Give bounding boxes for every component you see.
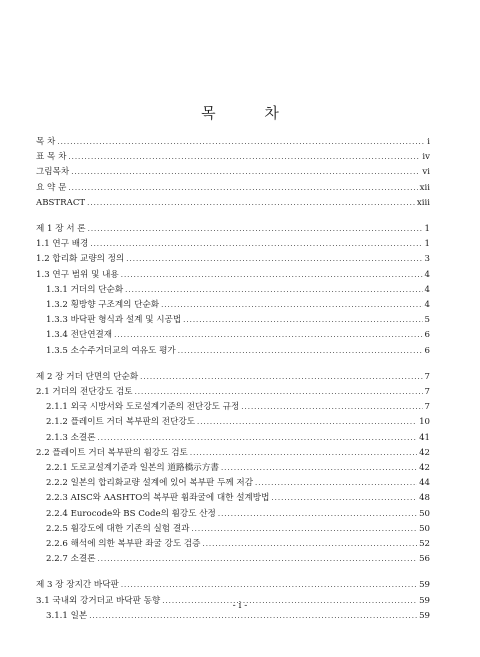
- toc-entry-page: iv: [422, 152, 430, 163]
- toc-entry-front-matter[interactable]: [36, 180, 430, 196]
- leader-dots: [183, 312, 422, 328]
- toc-entry-page: 7: [424, 387, 430, 397]
- toc-entry-page: 56: [419, 554, 430, 565]
- toc-entry-label: 제 3 장 장지간 바닥판: [36, 580, 119, 591]
- toc-entry-page: 41: [419, 432, 430, 443]
- toc-entry-label: 1.2 합리화 교량의 정의: [36, 254, 125, 265]
- toc-entry-front-matter[interactable]: [36, 134, 430, 150]
- toc-entry-front-matter[interactable]: [36, 149, 430, 165]
- leader-dots: [221, 460, 417, 476]
- page-number-footer: - i -: [232, 601, 248, 611]
- leader-dots: [68, 180, 417, 196]
- leader-dots: [191, 521, 417, 537]
- toc-entry-label: 2.2.4 Eurocode와 BS Code의 휨강도 산정: [46, 508, 216, 519]
- toc-entry-front-matter[interactable]: [36, 195, 430, 211]
- toc-entry-label: 2.2.6 해석에 의한 복부판 좌굴 강도 검증: [46, 539, 201, 549]
- toc-entry-page: 50: [419, 523, 430, 534]
- toc-entry-label: 제 2 장 거더 단면의 단순화: [36, 371, 139, 382]
- leader-dots: [255, 475, 417, 491]
- toc-entry-label: ABSTRACT: [36, 197, 86, 208]
- leader-dots: [202, 536, 417, 552]
- toc-entry-chapter[interactable]: [36, 369, 430, 385]
- leader-dots: [57, 134, 425, 150]
- page-title: 목 차: [201, 104, 301, 122]
- leader-dots: [98, 430, 418, 446]
- leader-dots: [90, 236, 422, 252]
- toc-entry-page: 10: [419, 417, 430, 428]
- toc-entry-subsection[interactable]: [36, 297, 430, 313]
- toc-entry-label: 1.1 연구 배경: [36, 239, 89, 250]
- toc-entry-label: 2.2.7 소결론: [46, 554, 96, 565]
- toc-entry-page: 59: [419, 595, 430, 606]
- toc-entry-subsection[interactable]: [36, 343, 430, 359]
- toc-entry-page: 59: [419, 580, 430, 591]
- leader-dots: [88, 221, 423, 237]
- leader-dots: [241, 399, 422, 415]
- toc-entry-page: xii: [419, 182, 430, 193]
- toc-entry-label: 요 약 문: [36, 182, 67, 193]
- toc-entry-label: 1.3.2 횡방향 구조계의 단순화: [46, 300, 160, 310]
- leader-dots: [135, 384, 423, 400]
- toc-entry-label: 표 목 차: [36, 152, 67, 163]
- toc-entry-label: 2.2.3 AISC와 AASHTO의 복부판 휨좌굴에 대한 설계방법: [46, 493, 270, 504]
- toc-entry-label: 2.2.2 일본의 합리화교량 설계에 있어 복부판 두께 저감: [46, 478, 254, 489]
- toc-entry-label: 1.3.5 소수주거더교의 여유도 평가: [46, 345, 176, 356]
- toc-entry-section[interactable]: [36, 384, 430, 400]
- toc-entry-page: 42: [419, 463, 430, 473]
- toc-entry-page: vi: [422, 167, 430, 178]
- toc-entry-page: 1: [424, 239, 430, 250]
- toc-entry-subsection[interactable]: [36, 490, 430, 506]
- toc-entry-page: 3: [424, 254, 430, 265]
- leader-dots: [218, 506, 417, 522]
- toc-entry-chapter[interactable]: [36, 577, 430, 593]
- toc-entry-label: 2.1.2 플레이트 거더 복부판의 전단강도: [46, 417, 196, 428]
- toc-entry-label: 2.1.1 외국 시방서와 도로설계기준의 전단강도 규정: [46, 402, 240, 413]
- leader-dots: [114, 327, 422, 343]
- leader-dots: [125, 282, 422, 298]
- toc-entry-label: 1.3.3 바닥판 형식과 설계 및 시공법: [46, 315, 182, 326]
- toc-entry-page: xiii: [416, 197, 430, 208]
- toc-entry-label: 2.1 거더의 전단강도 검토: [36, 387, 133, 397]
- toc-entry-subsection[interactable]: [36, 551, 430, 567]
- toc-entry-subsection[interactable]: [36, 414, 430, 430]
- toc-entry-page: i: [427, 137, 430, 147]
- toc-entry-page: 5: [424, 315, 430, 326]
- toc-entry-page: 48: [419, 493, 430, 504]
- leader-dots: [121, 577, 417, 593]
- toc-entry-label: 제 1 장 서 론: [36, 224, 86, 234]
- toc-entry-subsection[interactable]: [36, 460, 430, 476]
- toc-entry-label: 목 차: [36, 137, 56, 147]
- toc-entry-subsection[interactable]: [36, 312, 430, 328]
- toc-entry-subsection[interactable]: [36, 475, 430, 491]
- toc-entry-page: 6: [424, 345, 430, 356]
- toc-entry-label: 1.3.4 전단연결재: [46, 330, 113, 341]
- toc-entry-label: 3.1.1 일본: [46, 610, 88, 621]
- leader-dots: [161, 297, 422, 313]
- toc-entry-page: 42: [419, 447, 430, 458]
- toc-entry-chapter[interactable]: [36, 221, 430, 237]
- leader-dots: [68, 149, 420, 165]
- toc-entry-subsection[interactable]: [36, 521, 430, 537]
- leader-dots: [197, 414, 417, 430]
- leader-dots: [178, 343, 423, 359]
- leader-dots: [126, 251, 422, 267]
- toc-entry-subsection[interactable]: [36, 282, 430, 298]
- toc-entry-page: 59: [419, 610, 430, 621]
- toc-entry-page: 44: [419, 478, 430, 489]
- toc-entry-page: 4: [424, 300, 430, 310]
- toc-entry-section[interactable]: [36, 267, 430, 283]
- leader-dots: [121, 267, 423, 283]
- toc-entry-label: 1.3.1 거더의 단순화: [46, 284, 124, 295]
- toc-entry-label: 2.2.5 휨강도에 대한 기존의 실험 결과: [46, 523, 190, 534]
- toc-entry-subsection[interactable]: [36, 536, 430, 552]
- toc-entry-page: 7: [424, 371, 430, 382]
- toc-entry-label: 1.3 연구 범위 및 내용: [36, 269, 119, 280]
- toc-entry-subsection[interactable]: [36, 399, 430, 415]
- toc-entry-label: 2.2 플레이트 거더 복부판의 휨강도 검토: [36, 447, 188, 458]
- toc-entry-section[interactable]: [36, 445, 430, 461]
- toc-entry-page: 50: [419, 508, 430, 519]
- toc-entry-section[interactable]: [36, 236, 430, 252]
- toc-entry-section[interactable]: [36, 251, 430, 267]
- toc-entry-page: 1: [424, 224, 430, 234]
- toc-entry-label: 3.1 국내외 강거더교 바닥판 동향: [36, 595, 161, 606]
- toc-entry-label: 그림목차: [36, 167, 70, 178]
- toc-entry-page: 52: [419, 539, 430, 549]
- toc-entry-subsection[interactable]: [36, 327, 430, 343]
- leader-dots: [98, 551, 418, 567]
- toc-entry-page: 4: [424, 269, 430, 280]
- toc-entry-page: 7: [424, 402, 430, 413]
- toc-entry-subsection[interactable]: [36, 506, 430, 522]
- toc-entry-front-matter[interactable]: [36, 164, 430, 180]
- toc-entry-subsection[interactable]: [36, 430, 430, 446]
- toc-entry-page: 6: [424, 330, 430, 341]
- toc-entry-label: 2.1.3 소결론: [46, 432, 96, 443]
- leader-dots: [140, 369, 422, 385]
- leader-dots: [87, 195, 415, 211]
- toc-entry-page: 4: [424, 284, 430, 295]
- leader-dots: [271, 490, 417, 506]
- toc-entry-label: 2.2.1 도로교설계기준과 일본의 道路橋示方書: [46, 463, 219, 473]
- leader-dots: [71, 164, 420, 180]
- leader-dots: [190, 445, 417, 461]
